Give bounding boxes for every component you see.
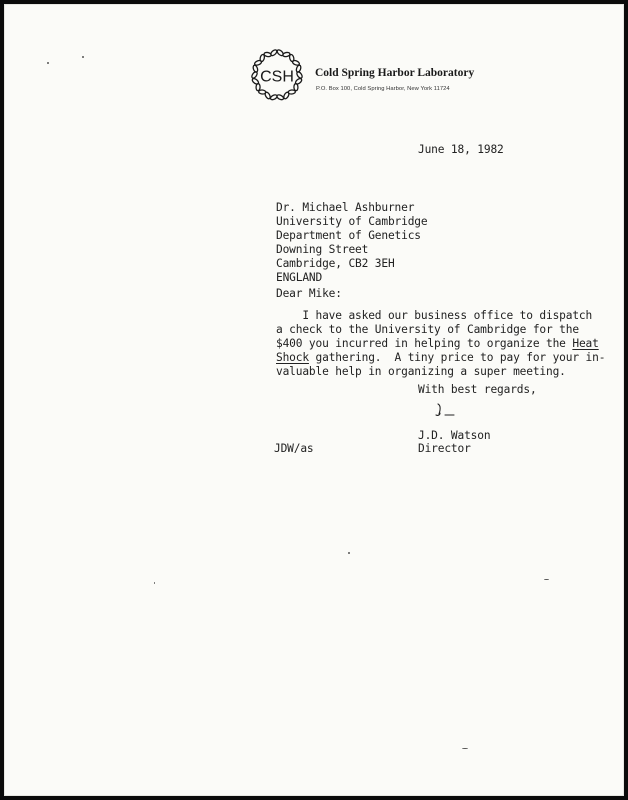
- logo-ring: [296, 65, 302, 73]
- recipient-department: Department of Genetics: [276, 229, 421, 242]
- body-line-4: [276, 351, 605, 365]
- paper-speck: [154, 582, 155, 584]
- recipient-name: Dr. Michael Ashburner: [276, 201, 415, 214]
- logo-text: CSH: [260, 68, 294, 86]
- body-line-3-text: $400 you incurred in helping to organize the: [276, 337, 573, 350]
- lab-name: Cold Spring Harbor Laboratory: [315, 67, 475, 79]
- body-line-1: I have asked our business office to dispatch: [276, 309, 593, 322]
- signer-title: Director: [418, 442, 471, 455]
- letter-date: June 18, 1982: [418, 143, 504, 156]
- heat-underlined: Heat: [572, 337, 599, 350]
- shock-underlined: Shock: [276, 351, 309, 364]
- lab-address: P.O. Box 100, Cold Spring Harbor, New York 11724: [316, 86, 450, 92]
- body-line-3: [276, 337, 599, 351]
- body-line-2: a check to the University of Cambridge for the: [276, 323, 579, 336]
- csh-logo: [250, 48, 304, 102]
- salutation: Dear Mike:: [276, 287, 342, 300]
- recipient-country: ENGLAND: [276, 271, 323, 284]
- paper-speck: [47, 62, 49, 64]
- body-line-5: valuable help in organizing a super meeting.: [276, 365, 566, 378]
- paper-speck: [462, 748, 468, 749]
- logo-ring: [252, 65, 258, 73]
- signature-mark: [432, 402, 458, 418]
- paper-speck: [82, 56, 84, 58]
- recipient-street: Downing Street: [276, 243, 369, 256]
- reference-initials: JDW/as: [274, 442, 314, 455]
- paper-speck: [544, 579, 549, 580]
- closing: With best regards,: [418, 383, 537, 396]
- paper-speck: [348, 552, 350, 554]
- logo-ring: [270, 49, 278, 57]
- signer-name: J.D. Watson: [418, 429, 491, 442]
- recipient-institution: University of Cambridge: [276, 215, 428, 228]
- letter-page: [4, 4, 624, 796]
- recipient-city: Cambridge, CB2 3EH: [276, 257, 395, 270]
- body-line-4-text: gathering. A tiny price to pay for your in-: [308, 351, 606, 364]
